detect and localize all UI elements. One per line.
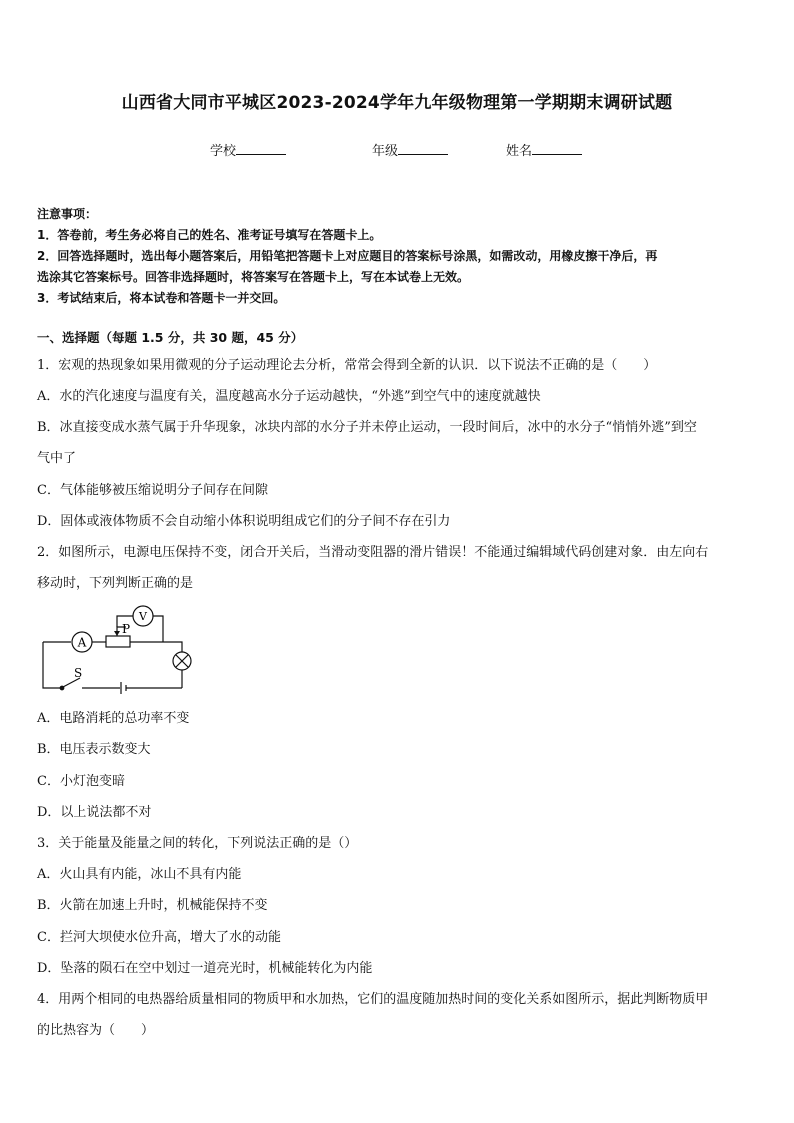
grade-field[interactable]: [372, 140, 448, 159]
switch-label: S: [74, 666, 83, 680]
question-line: 3．关于能量及能量之间的转化，下列说法正确的是（）: [37, 836, 358, 851]
option-line: C．气体能够被压缩说明分子间存在间隙: [37, 483, 268, 498]
notice-block: [37, 204, 759, 309]
option-line: B．冰直接变成水蒸气属于升华现象，冰块内部的水分子并未停止运动，一段时间后，冰中的水分子“悄悄外逃”到空: [37, 420, 697, 435]
question-line: 2．如图所示，电源电压保持不变，闭合开关后，当滑动变阻器的滑片错误！不能通过编辑域代码创建对象．由左向右: [37, 545, 709, 560]
name-field[interactable]: [506, 140, 582, 159]
notice-heading: 注意事项：: [37, 207, 98, 221]
question-line: 1．宏观的热现象如果用微观的分子运动理论去分析，常常会得到全新的认识．以下说法不正确的是（ ）: [37, 358, 657, 373]
slider-label: P: [122, 622, 131, 636]
question-line: 4．用两个相同的电热器给质量相同的物质甲和水加热，它们的温度随加热时间的变化关系如图所示，据此判断物质甲: [37, 992, 709, 1007]
option-line: 气中了: [37, 451, 77, 466]
voltmeter-symbol: V: [139, 610, 147, 623]
notice-item: 选涂其它答案标号。回答非选择题时，将答案写在答题卡上，写在本试卷上无效。: [37, 270, 470, 284]
option-line: A．火山具有内能，冰山不具有内能: [37, 867, 242, 882]
name-label: 姓名: [506, 144, 533, 159]
question-line: 的比热容为（ ）: [37, 1023, 155, 1038]
grade-label: 年级: [372, 144, 399, 159]
option-line: A．电路消耗的总功率不变: [37, 711, 190, 726]
school-label: 学校: [210, 144, 237, 159]
option-line: D．固体或液体物质不会自动缩小体积说明组成它们的分子间不存在引力: [37, 514, 451, 529]
grade-blank[interactable]: [398, 142, 448, 155]
notice-item: 2．回答选择题时，选出每小题答案后，用铅笔把答题卡上对应题目的答案标号涂黑，如需改动，用橡皮擦干净后，再: [37, 249, 658, 263]
school-field[interactable]: [210, 140, 286, 159]
circuit-diagram: [38, 602, 208, 694]
name-blank[interactable]: [532, 142, 582, 155]
option-line: D．以上说法都不对: [37, 805, 152, 820]
question-line: 移动时，下列判断正确的是: [37, 576, 194, 591]
option-line: B．火箭在加速上升时，机械能保持不变: [37, 898, 268, 913]
option-line: B．电压表示数变大: [37, 742, 151, 757]
page-title: 山西省大同市平城区2023-2024学年九年级物理第一学期期末调研试题: [121, 93, 673, 113]
option-line: A．水的汽化速度与温度有关，温度越高水分子运动越快，“外逃”到空气中的速度就越快: [37, 389, 541, 404]
ammeter-symbol: A: [77, 635, 87, 650]
section-title: 一、选择题（每题 1.5 分，共 30 题，45 分）: [37, 330, 304, 345]
option-line: C．小灯泡变暗: [37, 774, 125, 789]
notice-item: 1．答卷前，考生务必将自己的姓名、准考证号填写在答题卡上。: [37, 228, 382, 242]
notice-item: 3．考试结束后，将本试卷和答题卡一并交回。: [37, 291, 286, 305]
option-line: C．拦河大坝使水位升高，增大了水的动能: [37, 930, 281, 945]
option-line: D．坠落的陨石在空中划过一道亮光时，机械能转化为内能: [37, 961, 373, 976]
school-blank[interactable]: [236, 142, 286, 155]
